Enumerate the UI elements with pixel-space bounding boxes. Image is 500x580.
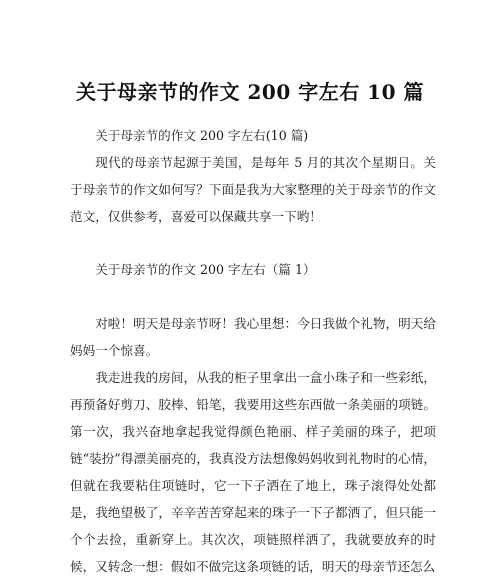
paragraph-intro: 现代的母亲节起源于美国，是每年 5 月的其次个星期日。关于母亲节的作文如何写？下面是我为大家整理的关于母亲节的作文范文，仅供参考，喜爱可以保藏共享一下哟！ (70, 155, 436, 224)
spacer (70, 230, 436, 256)
paragraph-body-2: 我走进我的房间，从我的柜子里拿出一盒小珠子和一些彩纸，再预备好剪刀、胶棒、铅笔，我要用这些东西做一条美丽的项链。第一次，我兴奋地拿起我觉得颜色艳丽、样子美丽的珠子，把项链“装扮”得漂美丽亮的，我真没方法想像妈妈收到礼物时的心情，但就在我要粘住项链时，它一下子洒在了地上，珠子滚得处处都是，我绝望极了，辛辛苦苦穿起来的珠子一下子都洒了，但只能一个个去捡，重新穿上。其次次，项链照样洒了，我就要放弃的时候，又转念一想：假如不做完这条项链的话，明天的母亲节还怎么 (70, 370, 436, 574)
paragraph-subtitle: 关于母亲节的作文 200 字左右(10 篇) (95, 128, 309, 143)
paragraph-body-1: 对啦！明天是母亲节呀！我心里想：今日我做个礼物，明天给妈妈一个惊喜。 (70, 316, 436, 358)
paragraph-section-heading: 关于母亲节的作文 200 字左右（篇 1） (95, 262, 316, 277)
document-title: 关于母亲节的作文 200 字左右 10 篇 (76, 80, 424, 104)
spacer (70, 283, 436, 310)
document-body (70, 122, 436, 580)
